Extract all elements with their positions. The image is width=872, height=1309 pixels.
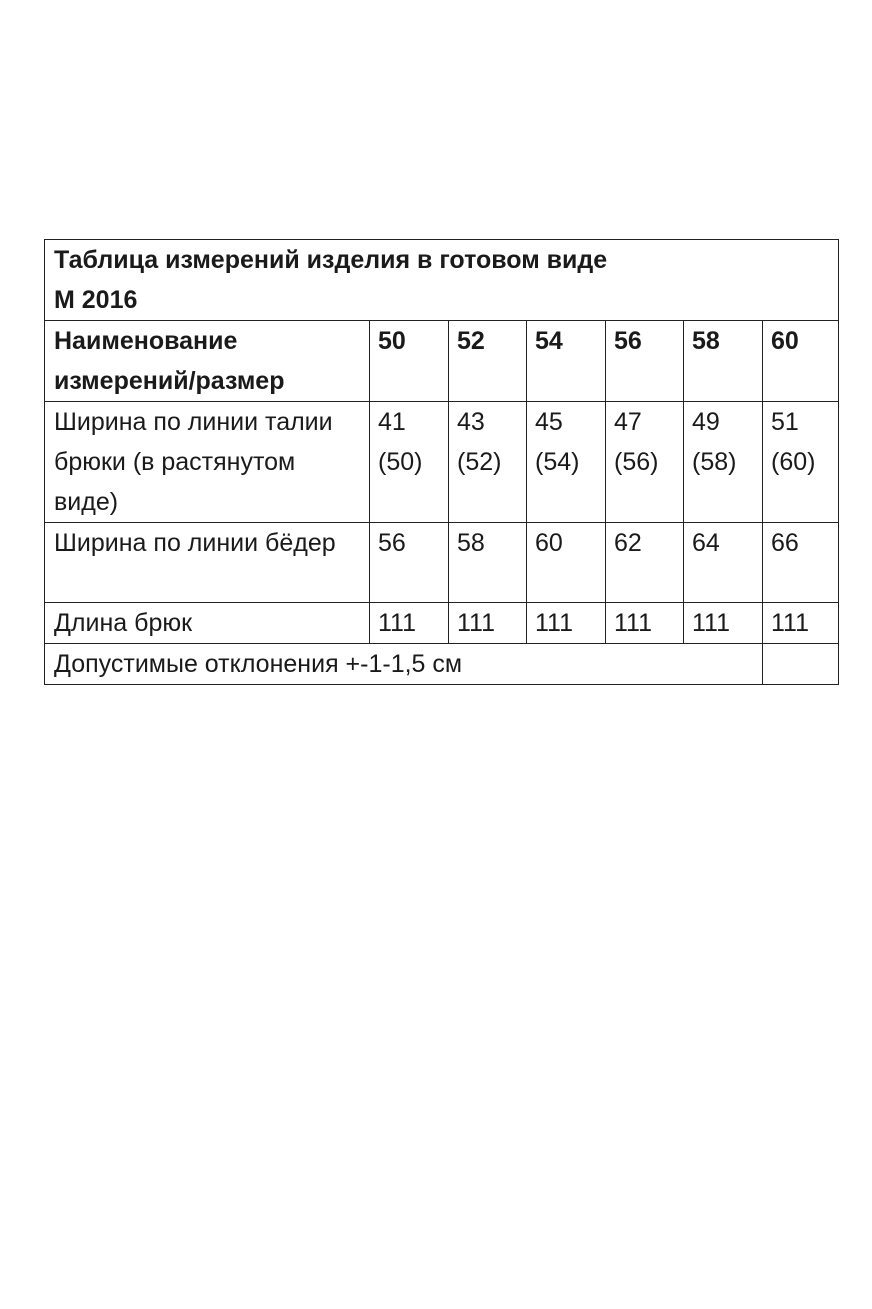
row-label: Ширина по линии талии брюки (в растянутом виде) [45,402,370,523]
row-label: Ширина по линии бёдер [45,523,370,603]
table-cell: 58 [449,523,527,603]
table-cell: 64 [684,523,763,603]
row-label: Длина брюк [45,603,370,644]
table-title-row [45,240,839,321]
table-cell: 51 (60) [763,402,839,523]
size-header: 56 [606,321,684,402]
table-cell: 47 (56) [606,402,684,523]
table-header-row [45,321,839,402]
size-header: 60 [763,321,839,402]
table-cell: 43 (52) [449,402,527,523]
size-header: 54 [527,321,606,402]
size-header: 52 [449,321,527,402]
header-label: Наименование измерений/размер [45,321,370,402]
table-title: Таблица измерений изделия в готовом виде М 2016 [45,240,839,321]
table-cell: 62 [606,523,684,603]
table-cell: 45 (54) [527,402,606,523]
table-cell: 111 [449,603,527,644]
table-row [45,402,839,523]
table-cell: 111 [684,603,763,644]
size-header: 58 [684,321,763,402]
table-cell: 111 [763,603,839,644]
table-note-row [45,644,839,685]
empty-cell [763,644,839,685]
size-header: 50 [370,321,449,402]
table-cell: 56 [370,523,449,603]
table-cell: 111 [527,603,606,644]
table-cell: 41 (50) [370,402,449,523]
table-cell: 49 (58) [684,402,763,523]
table-row [45,603,839,644]
table-cell: 111 [606,603,684,644]
table-row [45,523,839,603]
table-cell: 66 [763,523,839,603]
table-cell: 60 [527,523,606,603]
tolerance-note: Допустимые отклонения +-1-1,5 см [45,644,763,685]
table-cell: 111 [370,603,449,644]
measurements-table [44,239,839,685]
